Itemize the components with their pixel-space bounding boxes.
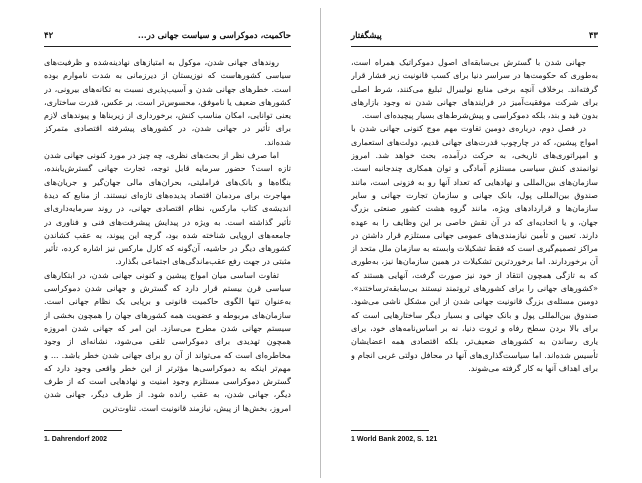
right-page-number: ۴۳ <box>588 31 598 41</box>
right-running-title: پیشگفتار <box>351 31 382 41</box>
right-footnote-rule <box>351 430 429 431</box>
left-footnote: 1. Dahrendorf 2002 <box>44 436 108 443</box>
right-page <box>321 0 642 483</box>
left-paragraph: تفاوت اساسی میان امواج پیشین و کنونی جهانی شدن، در ابتکارهای سیاسی قرن بیستم قرار دارد که گسترش و جهانی شدن دموکراسی به‌عنوان تنها الگوی حاکمیت قانونی و برپایی یک نظام جهانی است. سازمان‌های مربوطه و عضویت همه کشورهای جهان را همچون بخشی از سیستم جهانی شدن مطرح می‌سازد. این امر که جهانی شدن امروزه همچون تهدیدی برای دموکراسی تلقی می‌شود، نشانه‌ای از وجود مخاطره‌ای است که می‌تواند از آن رو برای جهانی شدن خطر باشد. ... و مهم‌تر اینکه به دموکراسی‌ها مؤثرتر از این خطر واقعی وجود دارد که گسترش دموکراسی مستلزم وجود امنیت و نهادهایی است که از طرف دیگر، جهانی شدن، به عقب رانده شود. از طرف دیگر، جهانی شدن امروز، بخش‌ها از پیش، نیازمند قانونیت است. تناوت‌ترین <box>44 269 291 413</box>
right-body-text <box>351 56 598 414</box>
right-paragraph: جهانی شدن با گسترش بی‌سابقه‌ای اصول دموکراتیک همراه است، به‌طوری که حکومت‌ها در سراسر دنیا برای کسب قانونیت زیر فشار قرار گرفته‌اند. برخلاف آنچه برخی منابع نولیبرال تبلیغ می‌کنند، شرط اصلی برای شرکت موفقیت‌آمیز در فرایندهای جهانی شدن نه وجود بازارهای بدون قید و بند، بلکه دموکراسی و پیش‌شرط‌های بسیار پیچیده‌ای است. <box>351 57 598 121</box>
right-footnote: 1 World Bank 2002, S. 121 <box>351 436 438 443</box>
left-paragraph: اما صرف نظر از بحث‌های نظری، چه چیز در مورد کنونی جهانی شدن تازه است؟ حضور سرمایه قابل توجه، تجارت جهانی گسترش‌یابنده، بنگاه‌ها و بانک‌های فراملیتی، بحران‌های مالی جهان‌گیر و جریان‌های مهاجرت برای مردمان اقتصاد پدیده‌های تازه‌ای نیستند. از منابع که دیدهٔ اندیشه‌ی کتاب مارکس، نظام اقتصادی جهانی، در روند سرمایه‌داری‌ای تأثیر گذاشته است. به ویژه در پیدایش پیشرفت‌های فنی و فناوری در جامعه‌های اروپایی شناخته شده بود، گرچه این پیوند، به عقب کشاندن کشورهای دیگر در حاشیه، آن‌گونه که کارل مارکس نیز اشاره کرده، تأثیر مثبتی در جهت رفع عقب‌ماندگی‌های اجتماعی بگذارد. <box>44 150 291 267</box>
left-page-number: ۴۲ <box>44 31 54 41</box>
right-page-header <box>351 28 598 44</box>
right-header-rule <box>351 46 598 47</box>
left-page-header <box>44 28 291 44</box>
left-running-title: حاکمیت، دموکراسی و سیاست جهانی در... <box>137 31 291 41</box>
left-body-text <box>44 56 291 414</box>
left-footnote-rule <box>44 430 122 431</box>
left-header-rule <box>44 46 291 47</box>
left-paragraph: روندهای جهانی شدن، موکول به امتیازهای نهادینه‌شده و ظرفیت‌های سیاسی کشورهاست که نوزیستان از دیرزمانی به شدت ناموارم بوده است. خطرهای جهانی شدن و آسیب‌پذیری نسبت به تکانه‌های بیرونی، در کشورهای ضعیف یا ناموفق، محسوس‌تر است. بر عکس، قدرت ساختاری، یعنی توانایی، امکان مناسب کنش، برخورداری از زیربناها و پیوندهای لازم برای تأثیر در جهانی شدن، در کشورهای پیشرفته اقتصادی متمرکز شده‌اند. <box>44 57 291 147</box>
right-paragraph: در فصل دوم، درباره‌ی دومین تفاوت مهم موج کنونی جهانی شدن با امواج پیشین، که در چارچوب قدرت‌های جهانی قدیم، دولت‌های استعماری و امپراتوری‌های تاریخی، به حرکت درآمده، بحث خواهد شد. امروز نوانمندی کنش سیاسی مستلزم آمادگی و توان همکاری چندجانبه است. سازمان‌های بین‌المللی و نهادهایی که تعداد آنها رو به فزونی است، مانند صندوق بین‌المللی پول، بانک جهانی و سازمان تجارت جهانی و سایر سازمان‌ها و قراردادهای ویژه، مانند گروه هشت کشور صنعتی بزرگ جهان، و یا اتحادیه‌ای که در آن نقش خاصی بر این وظایف را به عهده دارند. تعیین و تأمین نیازمندی‌های عمومی جهانی مستلزم قرار داشتن در مراکز تصمیم‌گیری است که فقط تشکیلات وابسته به سازمان ملل متحد از آن برخوردارند. اما برخوردترین تشکیلات در همین سازمان‌ها نیز، به‌طوری که به تازگی همچون انتقاد از خود نیز صورت گرفت، آنهایی هستند که «کشورهای جهانی را برای کشورهای ثروتمند نیستند بی‌سابقه‌تر‌ساختند». دومین مسئله‌ی بزرگ قانونیت جهانی شدن از این مشکل ناشی می‌شود. صندوق بین‌المللی پول و بانک جهانی و بسیار دیگر ساختارهایی است که برای بالا بردن سطح رفاه و ثروت دنیا، نه بر اساس‌نامه‌های خود، برای یاری رساندن به کشورهای ضعیف‌تر، بلکه اقتصادی همه اعضایشان تأسیس شده‌اند. اما سیاست‌گذاری‌های آنها در محافل دولتی غربی انجام و برای اهداف آنها به کار گرفته می‌شوند. <box>351 123 598 373</box>
